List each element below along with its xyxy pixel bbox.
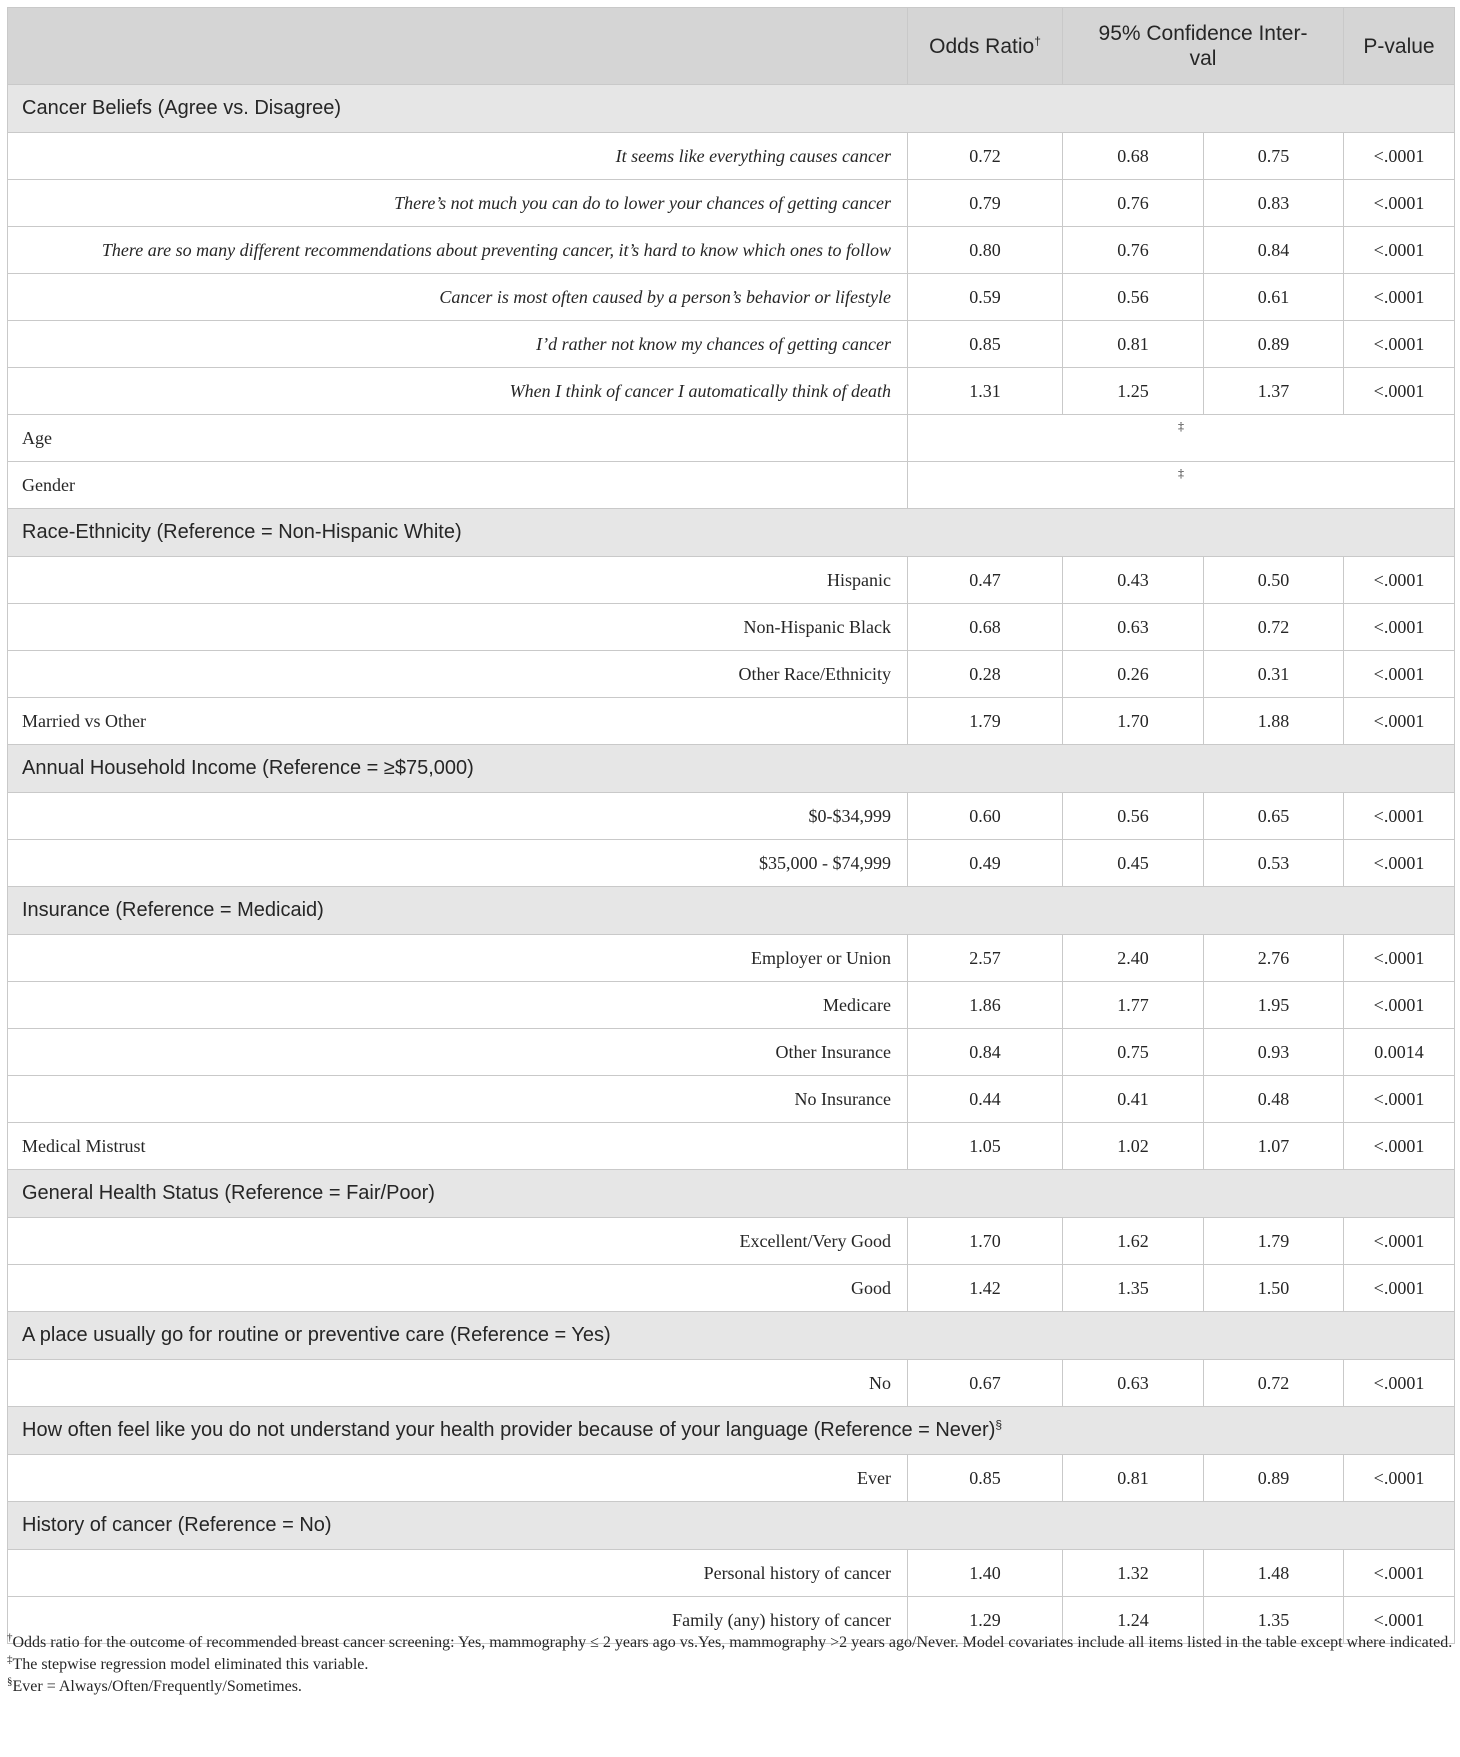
ci-lower-value: 1.62 [1063, 1218, 1204, 1265]
table-row [8, 1218, 1455, 1265]
footnote-text: Ever = Always/Often/Frequently/Sometimes. [12, 1678, 302, 1695]
section-mark: § [7, 1675, 13, 1688]
odds-ratio-value: 0.85 [908, 1455, 1063, 1502]
header-ci-line2: val [1189, 47, 1217, 70]
odds-ratio-value: 1.79 [908, 698, 1063, 745]
ci-upper-value: 0.89 [1204, 321, 1344, 368]
section-general-health [8, 1170, 1455, 1218]
p-value: <.0001 [1344, 1550, 1455, 1597]
footnote-text: The stepwise regression model eliminated this variable. [12, 1656, 369, 1673]
p-value: <.0001 [1344, 793, 1455, 840]
odds-ratio-value: 0.72 [908, 133, 1063, 180]
section-title: Cancer Beliefs (Agree vs. Disagree) [8, 85, 1455, 133]
p-value: <.0001 [1344, 1455, 1455, 1502]
table-row [8, 935, 1455, 982]
p-value: <.0001 [1344, 1123, 1455, 1170]
table-row [8, 793, 1455, 840]
section-race-ethnicity [8, 509, 1455, 557]
section-household-income [8, 745, 1455, 793]
ci-lower-value: 0.68 [1063, 133, 1204, 180]
row-label: Excellent/Very Good [8, 1218, 908, 1265]
odds-ratio-value: 0.85 [908, 321, 1063, 368]
ci-upper-value: 1.50 [1204, 1265, 1344, 1312]
table-row [8, 1455, 1455, 1502]
dagger-mark: † [7, 1631, 13, 1644]
p-value: <.0001 [1344, 1265, 1455, 1312]
ci-lower-value: 0.63 [1063, 604, 1204, 651]
ci-upper-value: 1.35 [1204, 1597, 1344, 1644]
row-label: Medicare [8, 982, 908, 1029]
table-row [8, 557, 1455, 604]
ci-lower-value: 0.26 [1063, 651, 1204, 698]
row-label: Non-Hispanic Black [8, 604, 908, 651]
ci-upper-value: 0.93 [1204, 1029, 1344, 1076]
section-title: Insurance (Reference = Medicaid) [8, 887, 1455, 935]
ci-upper-value: 0.72 [1204, 1360, 1344, 1407]
ci-upper-value: 0.53 [1204, 840, 1344, 887]
p-value: 0.0014 [1344, 1029, 1455, 1076]
header-odds-ratio [908, 8, 1063, 85]
table-row [8, 1029, 1455, 1076]
section-title-text: How often feel like you do not understand your health provider because of your language (Reference = Never) [22, 1419, 996, 1441]
header-odds-ratio-label: Odds Ratio [929, 34, 1035, 58]
row-label: Gender [8, 462, 908, 509]
section-cancer-history [8, 1502, 1455, 1550]
eliminated-mark: ‡ [908, 415, 1455, 462]
row-label: There’s not much you can do to lower your chances of getting cancer [8, 180, 908, 227]
ci-upper-value: 0.72 [1204, 604, 1344, 651]
ci-lower-value: 0.75 [1063, 1029, 1204, 1076]
ci-lower-value: 0.45 [1063, 840, 1204, 887]
ci-upper-value: 1.95 [1204, 982, 1344, 1029]
section-title: Race-Ethnicity (Reference = Non-Hispanic White) [8, 509, 1455, 557]
odds-ratio-value: 1.05 [908, 1123, 1063, 1170]
p-value: <.0001 [1344, 1076, 1455, 1123]
ci-lower-value: 0.81 [1063, 1455, 1204, 1502]
row-label: Family (any) history of cancer [8, 1597, 908, 1644]
ci-lower-value: 1.77 [1063, 982, 1204, 1029]
ci-upper-value: 1.48 [1204, 1550, 1344, 1597]
row-label: Cancer is most often caused by a person’s behavior or lifestyle [8, 274, 908, 321]
odds-ratio-value: 1.86 [908, 982, 1063, 1029]
odds-ratio-value: 1.40 [908, 1550, 1063, 1597]
ci-lower-value: 1.32 [1063, 1550, 1204, 1597]
section-insurance [8, 887, 1455, 935]
odds-ratio-value: 1.29 [908, 1597, 1063, 1644]
section-title: A place usually go for routine or preventive care (Reference = Yes) [8, 1312, 1455, 1360]
table-row-gender [8, 462, 1455, 509]
p-value: <.0001 [1344, 1360, 1455, 1407]
table-footnotes [7, 1632, 1454, 1698]
row-label: Married vs Other [8, 698, 908, 745]
ci-upper-value: 1.07 [1204, 1123, 1344, 1170]
odds-ratio-value: 1.70 [908, 1218, 1063, 1265]
footnote-text: Odds ratio for the outcome of recommended breast cancer screening: Yes, mammography ≤ 2 years ago vs.Yes, mammography >2 years ago/Never. Model covariates include all items listed in the table except where indicated. [12, 1634, 1453, 1651]
row-label: I’d rather not know my chances of getting cancer [8, 321, 908, 368]
ci-lower-value: 0.81 [1063, 321, 1204, 368]
p-value: <.0001 [1344, 368, 1455, 415]
section-cancer-beliefs [8, 85, 1455, 133]
row-label: Personal history of cancer [8, 1550, 908, 1597]
odds-ratio-table [7, 7, 1455, 1644]
ci-lower-value: 0.41 [1063, 1076, 1204, 1123]
row-label: It seems like everything causes cancer [8, 133, 908, 180]
ci-lower-value: 0.76 [1063, 180, 1204, 227]
section-title [8, 1407, 1455, 1455]
odds-ratio-value: 0.47 [908, 557, 1063, 604]
table-row [8, 651, 1455, 698]
row-label: When I think of cancer I automatically think of death [8, 368, 908, 415]
table-row [8, 227, 1455, 274]
odds-ratio-value: 0.49 [908, 840, 1063, 887]
table-row [8, 604, 1455, 651]
header-p-value: P-value [1344, 8, 1455, 85]
p-value: <.0001 [1344, 698, 1455, 745]
odds-ratio-value: 0.80 [908, 227, 1063, 274]
table-row-medical-mistrust [8, 1123, 1455, 1170]
row-label: Medical Mistrust [8, 1123, 908, 1170]
double-dagger-mark: ‡ [7, 1653, 13, 1666]
table-row-age [8, 415, 1455, 462]
table-row [8, 133, 1455, 180]
table-row [8, 274, 1455, 321]
p-value: <.0001 [1344, 274, 1455, 321]
table-row [8, 1360, 1455, 1407]
footnote-ever-definition [7, 1676, 1454, 1698]
header-blank-cell [8, 8, 908, 85]
p-value: <.0001 [1344, 557, 1455, 604]
ci-upper-value: 0.31 [1204, 651, 1344, 698]
table-row [8, 1076, 1455, 1123]
section-title: General Health Status (Reference = Fair/Poor) [8, 1170, 1455, 1218]
ci-upper-value: 0.84 [1204, 227, 1344, 274]
table-header-row [8, 8, 1455, 85]
ci-lower-value: 0.76 [1063, 227, 1204, 274]
section-title: History of cancer (Reference = No) [8, 1502, 1455, 1550]
p-value: <.0001 [1344, 982, 1455, 1029]
p-value: <.0001 [1344, 133, 1455, 180]
ci-upper-value: 0.50 [1204, 557, 1344, 604]
dagger-mark: † [1034, 33, 1041, 48]
row-label: No Insurance [8, 1076, 908, 1123]
ci-upper-value: 2.76 [1204, 935, 1344, 982]
p-value: <.0001 [1344, 321, 1455, 368]
table-row [8, 840, 1455, 887]
row-label: $35,000 - $74,999 [8, 840, 908, 887]
p-value: <.0001 [1344, 227, 1455, 274]
table-row [8, 1265, 1455, 1312]
row-label: Other Race/Ethnicity [8, 651, 908, 698]
eliminated-mark: ‡ [908, 462, 1455, 509]
odds-ratio-value: 0.59 [908, 274, 1063, 321]
header-confidence-interval [1063, 8, 1344, 85]
ci-upper-value: 1.88 [1204, 698, 1344, 745]
p-value: <.0001 [1344, 840, 1455, 887]
p-value: <.0001 [1344, 604, 1455, 651]
ci-upper-value: 0.65 [1204, 793, 1344, 840]
p-value: <.0001 [1344, 651, 1455, 698]
table-row [8, 321, 1455, 368]
results-table-container [7, 7, 1454, 1644]
ci-lower-value: 0.56 [1063, 793, 1204, 840]
p-value: <.0001 [1344, 935, 1455, 982]
section-language-barrier [8, 1407, 1455, 1455]
table-row [8, 368, 1455, 415]
ci-lower-value: 1.35 [1063, 1265, 1204, 1312]
ci-lower-value: 1.25 [1063, 368, 1204, 415]
p-value: <.0001 [1344, 180, 1455, 227]
table-row [8, 180, 1455, 227]
ci-upper-value: 1.79 [1204, 1218, 1344, 1265]
row-label: No [8, 1360, 908, 1407]
footnote-odds-ratio [7, 1632, 1454, 1654]
row-label: Employer or Union [8, 935, 908, 982]
section-title: Annual Household Income (Reference = ≥$75,000) [8, 745, 1455, 793]
row-label: Age [8, 415, 908, 462]
odds-ratio-value: 1.42 [908, 1265, 1063, 1312]
header-ci-line1: 95% Confidence Inter- [1098, 22, 1308, 45]
ci-upper-value: 0.61 [1204, 274, 1344, 321]
ci-upper-value: 1.37 [1204, 368, 1344, 415]
odds-ratio-value: 0.67 [908, 1360, 1063, 1407]
row-label: Other Insurance [8, 1029, 908, 1076]
p-value: <.0001 [1344, 1218, 1455, 1265]
odds-ratio-value: 0.84 [908, 1029, 1063, 1076]
ci-upper-value: 0.48 [1204, 1076, 1344, 1123]
odds-ratio-value: 0.60 [908, 793, 1063, 840]
ci-lower-value: 1.02 [1063, 1123, 1204, 1170]
odds-ratio-value: 0.44 [908, 1076, 1063, 1123]
row-label: Hispanic [8, 557, 908, 604]
odds-ratio-value: 0.28 [908, 651, 1063, 698]
footnote-eliminated [7, 1654, 1454, 1676]
odds-ratio-value: 2.57 [908, 935, 1063, 982]
row-label: Good [8, 1265, 908, 1312]
ci-lower-value: 0.56 [1063, 274, 1204, 321]
odds-ratio-value: 1.31 [908, 368, 1063, 415]
ci-lower-value: 1.24 [1063, 1597, 1204, 1644]
ci-upper-value: 0.75 [1204, 133, 1344, 180]
odds-ratio-value: 0.79 [908, 180, 1063, 227]
table-row-married [8, 698, 1455, 745]
row-label: Ever [8, 1455, 908, 1502]
ci-lower-value: 0.43 [1063, 557, 1204, 604]
section-routine-care-place [8, 1312, 1455, 1360]
ci-upper-value: 0.83 [1204, 180, 1344, 227]
p-value: <.0001 [1344, 1597, 1455, 1644]
ci-lower-value: 0.63 [1063, 1360, 1204, 1407]
odds-ratio-value: 0.68 [908, 604, 1063, 651]
row-label: There are so many different recommendations about preventing cancer, it’s hard to know which ones to follow [8, 227, 908, 274]
row-label: $0-$34,999 [8, 793, 908, 840]
table-row [8, 982, 1455, 1029]
ci-lower-value: 1.70 [1063, 698, 1204, 745]
ci-lower-value: 2.40 [1063, 935, 1204, 982]
section-mark: § [995, 1417, 1003, 1432]
table-row [8, 1550, 1455, 1597]
ci-upper-value: 0.89 [1204, 1455, 1344, 1502]
